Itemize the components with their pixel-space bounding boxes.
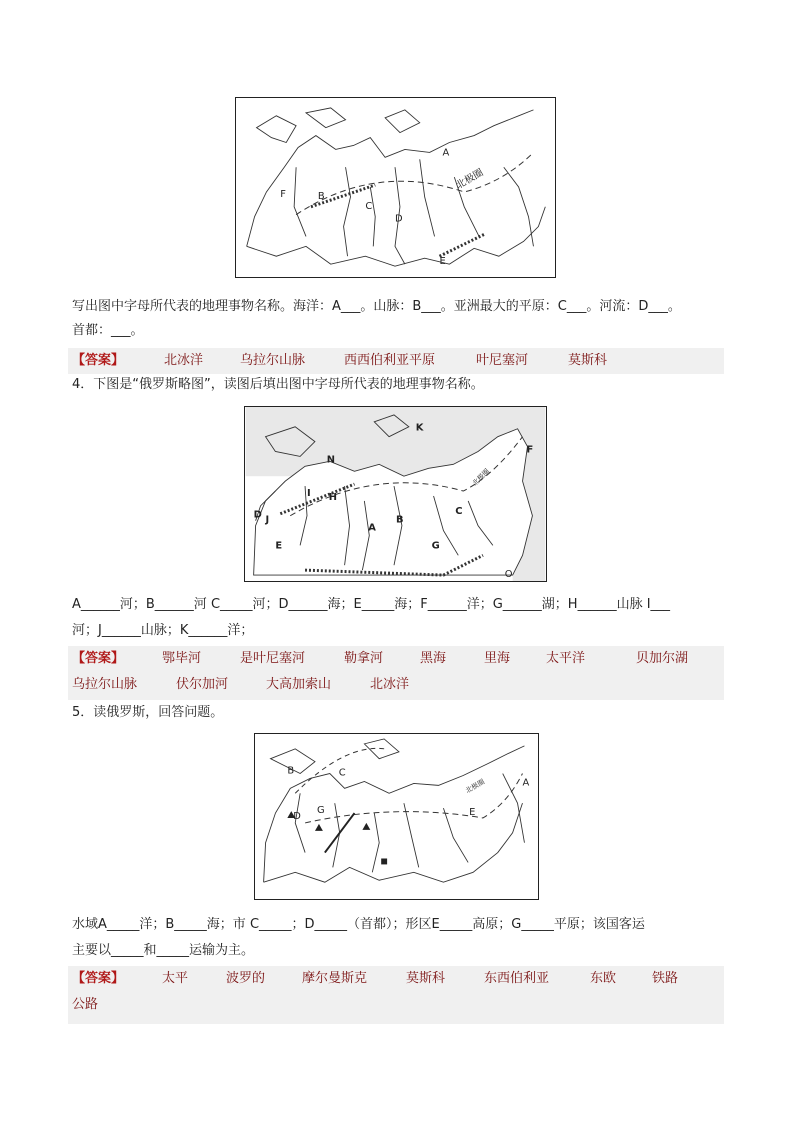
answer-item: 东西伯利亚 <box>484 971 550 986</box>
map3-label-a: A <box>522 777 530 789</box>
answer-item: 叶尼塞河 <box>476 353 529 368</box>
map1-label-f: F <box>280 188 286 200</box>
answer-item: 铁路 <box>652 971 679 986</box>
answer-item: 贝加尔湖 <box>636 651 689 666</box>
answer-item: 北冰洋 <box>164 353 204 368</box>
answer-tag: 【答案】 <box>72 651 125 666</box>
map3-label-d: D <box>293 810 301 822</box>
map2-label-e: E <box>275 540 283 552</box>
question-4-title: 4．下图是“俄罗斯略图”，读图后填出图中字母所代表的地理事物名称。 <box>72 377 484 392</box>
russia-map-1-drawing <box>236 98 555 277</box>
map2-label-g: G <box>431 540 440 552</box>
map3-label-g: G <box>316 805 325 817</box>
map1-arctic-circle-label: 北极圈 <box>454 167 486 192</box>
answer-item: 波罗的 <box>226 971 266 986</box>
answer-item: 西西伯利亚平原 <box>344 353 436 368</box>
answer-item: 北冰洋 <box>370 677 410 692</box>
map3-label-c: C <box>338 767 346 779</box>
map2-label-b: B <box>395 514 404 526</box>
question-4-line-2: 河；J______山脉；K______洋； <box>72 623 254 638</box>
answer-item: 公路 <box>72 997 99 1012</box>
map2-label-c: C <box>455 505 463 517</box>
map2-label-h: H <box>328 491 338 503</box>
answer-item: 太平洋 <box>546 651 586 666</box>
answer-item: 莫斯科 <box>568 353 608 368</box>
russia-map-3 <box>254 733 539 900</box>
map3-arctic-circle-label: 北极圈 <box>464 777 487 796</box>
answer-block-5 <box>68 966 724 1024</box>
question-5-line-2: 主要以_____和_____运输为主。 <box>72 943 255 958</box>
answer-block-4 <box>68 646 724 700</box>
answer-item: 大高加索山 <box>266 677 332 692</box>
answer-item: 伏尔加河 <box>176 677 229 692</box>
map2-label-d: D <box>253 509 262 521</box>
map1-label-b: B <box>317 190 325 202</box>
map2-label-o: O <box>504 569 513 581</box>
answer-item: 乌拉尔山脉 <box>72 677 138 692</box>
map2-label-i: I <box>307 487 311 499</box>
map1-label-e: E <box>439 256 446 268</box>
russia-map-2-drawing <box>245 407 546 581</box>
russia-map-3-drawing <box>255 734 538 899</box>
answer-item: 黑海 <box>420 651 447 666</box>
answer-item: 太平 <box>162 971 189 986</box>
answer-item: 莫斯科 <box>406 971 446 986</box>
answer-item: 东欧 <box>590 971 617 986</box>
answer-item: 乌拉尔山脉 <box>240 353 306 368</box>
map1-label-a: A <box>442 147 450 159</box>
map2-label-f: F <box>526 444 534 456</box>
russia-map-2 <box>244 406 547 582</box>
question-3-line-1: 写出图中字母所代表的地理事物名称。海洋：A___。山脉：B___。亚洲最大的平原：C___。河流：D___。 <box>72 299 681 314</box>
answer-item: 勒拿河 <box>344 651 384 666</box>
answer-item: 是叶尼塞河 <box>240 651 306 666</box>
answer-tag: 【答案】 <box>72 971 125 986</box>
map2-label-a: A <box>368 522 376 534</box>
map3-label-b: B <box>287 765 295 777</box>
question-4-line-1: A______河；B______河 C_____河；D______海；E_____海；F______洋；G______湖；H______山脉 I___ <box>72 597 671 612</box>
map1-label-d: D <box>395 213 403 225</box>
map1-label-c: C <box>365 200 373 212</box>
answer-item: 摩尔曼斯克 <box>302 971 368 986</box>
question-5-line-1: 水域A_____洋；B_____海；市 C_____；D_____（首都）；形区E_____高原；G_____平原；该国客运 <box>72 917 645 932</box>
map3-label-e: E <box>469 807 476 819</box>
answer-item: 里海 <box>484 651 511 666</box>
map2-arctic-circle-label: 北极圈 <box>470 467 492 488</box>
answer-item: 鄂毕河 <box>162 651 202 666</box>
answer-tag: 【答案】 <box>72 353 125 368</box>
question-3-line-2: 首都：___。 <box>72 323 144 338</box>
map2-label-n: N <box>326 454 336 466</box>
map2-label-k: K <box>415 422 424 434</box>
question-5-title: 5．读俄罗斯，回答问题。 <box>72 705 224 720</box>
russia-map-1 <box>235 97 556 278</box>
map2-label-j: J <box>265 514 270 526</box>
answer-block-3 <box>68 348 724 374</box>
